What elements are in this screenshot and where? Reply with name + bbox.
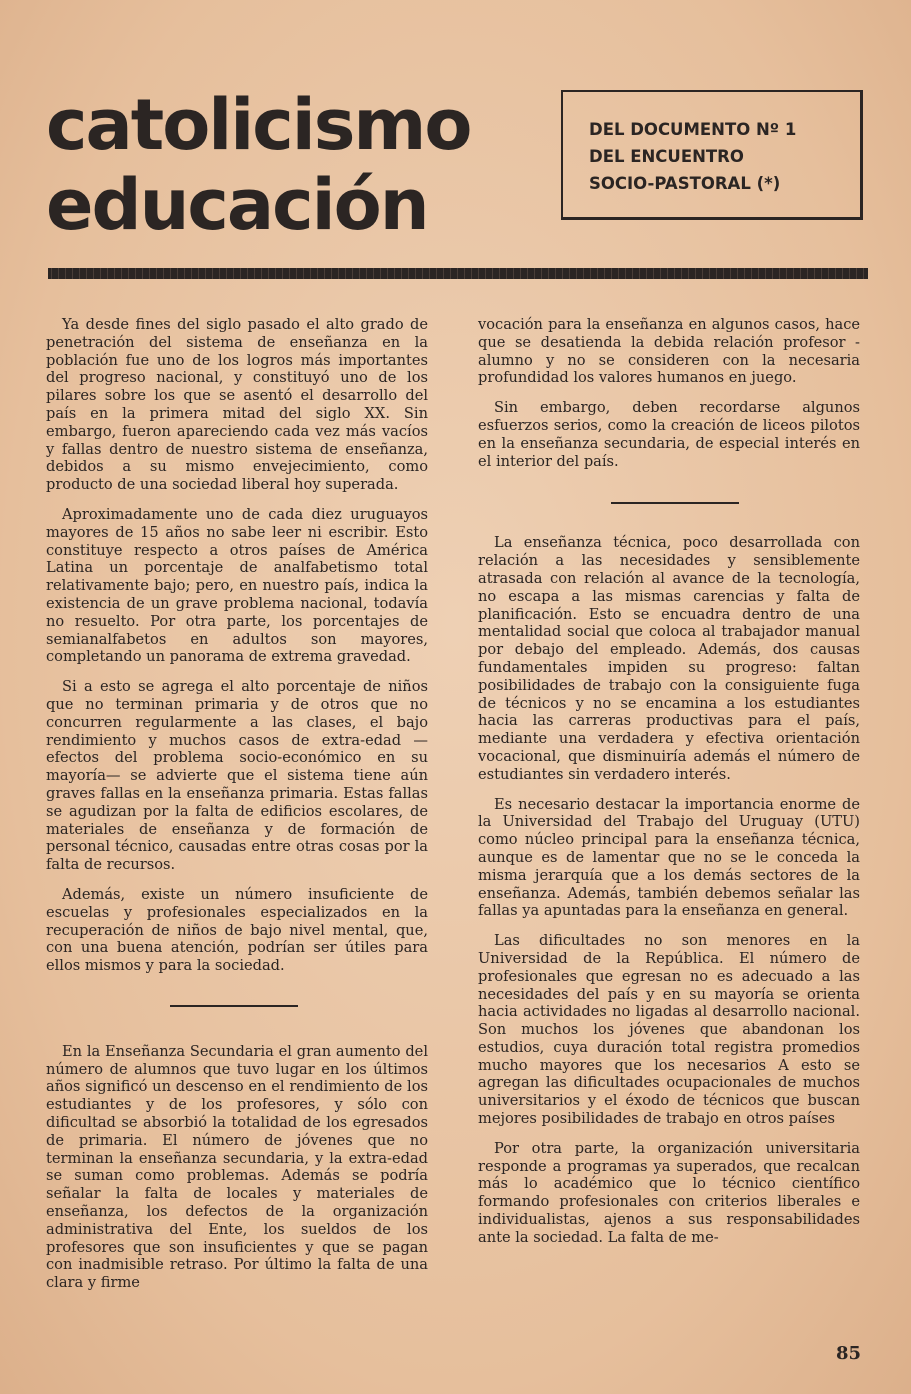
paragraph: Las dificultades no son menores en la Universidad de la República. El número de profesionales que egresan no es adecuado a las necesidades del país y en su mayoría se orienta hacia actividades no ligadas al desarrollo nacional. Son muchos los jóvenes que abandonan los estudios, cuya duración total registra promedios mucho mayores que los necesarios A esto se agregan las dificultades ocupacionales de muchos universitarios y el éxodo de técnicos que buscan mejores posibilidades de trabajo en otros países (478, 932, 860, 1128)
paragraph: Si a esto se agrega el alto porcentaje de niños que no terminan primaria y de otros que no concurren regularmente a las clases, el bajo rendimiento y muchos casos de extra-edad —efectos del problema socio-económico en su mayoría— se advierte que el sistema tiene aún graves fallas en la enseñanza primaria. Estas fallas se agudizan por la falta de edificios escolares, de materiales de enseñanza y de formación de personal técnico, causadas entre otras cosas por la falta de recursos. (46, 678, 428, 874)
paragraph: En la Enseñanza Secundaria el gran aumento del número de alumnos que tuvo lugar en los últimos años significó un descenso en el rendimiento de los estudiantes y de los profesores, y sólo con dificultad se absorbió la totalidad de los egresados de primaria. El número de jóvenes que no terminan la enseñanza secundaria, y la extra-edad se suman como problemas. Además se podría señalar la falta de locales y materiales de enseñanza, los defectos de la organización administrativa del Ente, los sueldos de los profesores que son insuficientes y que se pagan con inadmisible retraso. Por último la falta de una clara y firme (46, 1042, 428, 1292)
right-column (478, 316, 860, 1259)
paragraph: vocación para la enseñanza en algunos casos, hace que se desatienda la debida relación profesor - alumno y no se consideren con la necesaria profundidad los valores humanos en juego. (478, 316, 860, 387)
source-box (561, 90, 863, 220)
paragraph: Es necesario destacar la importancia enorme de la Universidad del Trabajo del Uruguay (UTU) como núcleo principal para la enseñanza técnica, aunque es de lamentar que no se le conceda la misma jerarquía que a los demás sectores de la enseñanza. Además, también debemos señalar las fallas ya apuntadas para la enseñanza en general. (478, 795, 860, 920)
title-line-1: catolicismo (46, 84, 471, 166)
left-column (46, 316, 428, 1304)
paragraph: Aproximadamente uno de cada diez uruguayos mayores de 15 años no sabe leer ni escribir. Esto constituye respecto a otros países de América Latina un porcentaje de analfabetismo total relativamente bajo; pero, en nuestro país, indica la existencia de un grave problema nacional, todavía no resuelto. Por otra parte, los porcentajes de semianalfabetos en adultos son mayores, completando un panorama de extrema gravedad. (46, 505, 428, 666)
page-number: 85 (836, 1343, 862, 1364)
paragraph: Además, existe un número insuficiente de escuelas y profesionales especializados en la recuperación de niños de bajo nivel mental, que, con una buena atención, podrían ser útiles para ellos mismos y para la sociedad. (46, 885, 428, 975)
header-rule-bar (48, 268, 868, 279)
paragraph: Ya desde fines del siglo pasado el alto grado de penetración del sistema de enseñanza en la población fue uno de los logros más importantes del progreso nacional, y constituyó uno de los pilares sobre los que se asentó el desarrollo del país en la primera mitad del siglo XX. Sin embargo, fueron apareciendo cada vez más vacíos y fallas dentro de nuestro sistema de enseñanza, debidos a su mismo envejecimiento, como producto de una sociedad liberal hoy superada. (46, 316, 428, 494)
source-line-1: DEL DOCUMENTO Nº 1 (589, 120, 797, 139)
article-title (46, 85, 516, 245)
title-line-2: educación (46, 164, 428, 246)
source-line-3: SOCIO-PASTORAL (*) (589, 174, 781, 193)
paragraph: La enseñanza técnica, poco desarrollada con relación a las necesidades y sensiblemente atrasada con relación al avance de la tecnología, no escapa a las mismas carencias y falta de planificación. Esto se encuadra dentro de una mentalidad social que coloca al trabajador manual por debajo del empleado. Además, dos causas fundamentales impiden su progreso: faltan posibilidades de trabajo con la consiguiente fuga de técnicos y no se encamina a los estudiantes hacia las carreras productivas para el país, mediante una verdadera y efectiva orientación vocacional, que disminuiría además el número de estudiantes sin verdadero interés. (478, 534, 860, 783)
source-line-2: DEL ENCUENTRO (589, 147, 744, 166)
paragraph: Sin embargo, deben recordarse algunos esfuerzos serios, como la creación de liceos pilotos en la enseñanza secundaria, de especial interés en el interior del país. (478, 399, 860, 470)
paragraph: Por otra parte, la organización universitaria responde a programas ya superados, que recalcan más lo académico que lo técnico científico formando profesionales con criterios liberales e individualistas, ajenos a sus responsabilidades ante la sociedad. La falta de me- (478, 1139, 860, 1246)
